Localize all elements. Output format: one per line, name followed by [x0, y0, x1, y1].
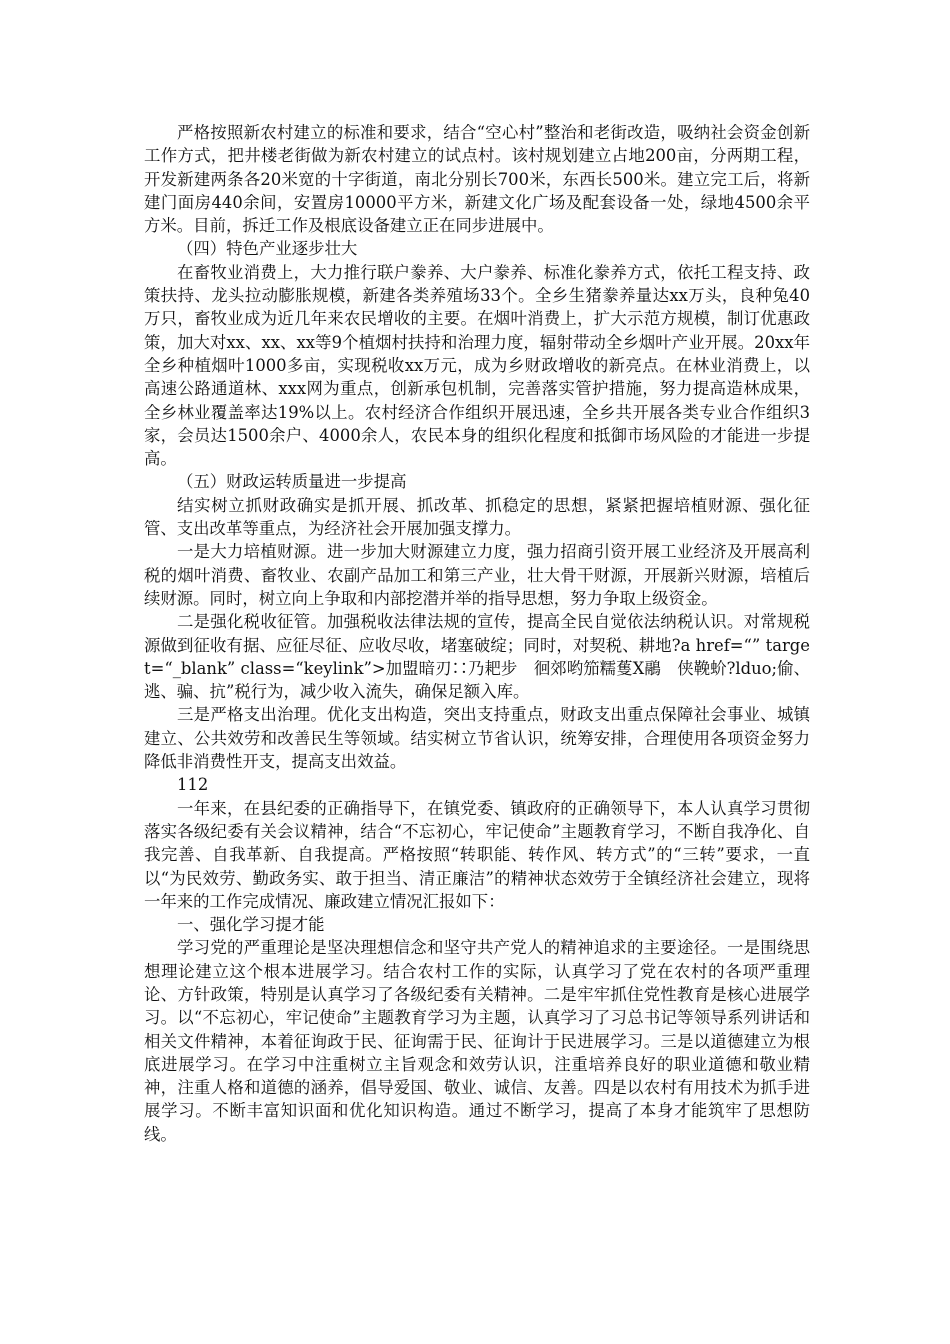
paragraph-finance-intro: 结实树立抓财政确实是抓开展、抓改革、抓稳定的思想，紧紧把握培植财源、强化征管、支出改革等重点，为经济社会开展加强支撑力。	[144, 495, 810, 539]
section-heading-industry: （四）特色产业逐步壮大	[177, 239, 358, 259]
paragraph-annual-summary: 一年来，在县纪委的正确指导下，在镇党委、镇政府的正确领导下，本人认真学习贯彻落实各级纪委有关会议精神，结合“不忘初心，牢记使命”主题教育学习，不断自我净化、自我完善、自我革新、自我提高。严格按照“转职能、转作风、转方式”的“三转”要求，一直以“为民效劳、勤政务实、敢于担当、清正廉洁”的精神状态效劳于全镇经济社会建立，现将一年来的工作完成情况、廉政建立情况汇报如下：	[144, 798, 810, 911]
section-number: 112	[177, 775, 209, 795]
document-page	[144, 121, 810, 1146]
paragraph-village-construction: 严格按照新农村建立的标准和要求，结合“空心村”整治和老街改造，吸纳社会资金创新工作方式，把井楼老街做为新农村建立的试点村。该村规划建立占地200亩，分两期工程，开发新建两条各20米宽的十字街道，南北分别长700米，东西长500米。建立完工后，将新建门面房440余间，安置房10000平方米，新建文化广场及配套设备一处，绿地4500余平方米。目前，拆迁工作及根底设备建立正在同步进展中。	[144, 123, 810, 236]
paragraph-study: 学习党的严重理论是坚决理想信念和坚守共产党人的精神追求的主要途径。一是围绕思想理论建立这个根本进展学习。结合农村工作的实际，认真学习了党在农村的各项严重理论、方针政策，特别是认真学习了各级纪委有关精神。二是牢牢抓住党性教育是核心进展学习。以“不忘初心，牢记使命”主题教育学习为主题，认真学习了习总书记等领导系列讲话和相关文件精神，本着征询政于民、征询需于民、征询计于民进展学习。三是以道德建立为根底进展学习。在学习中注重树立主旨观念和效劳认识，注重培养良好的职业道德和敬业精神，注重人格和道德的涵养，倡导爱国、敬业、诚信、友善。四是以农村有用技术为抓手进展学习。不断丰富知识面和优化知识构造。通过不断学习，提高了本身才能筑牢了思想防线。	[144, 938, 810, 1144]
paragraph-industry: 在畜牧业消费上，大力推行联户豢养、大户豢养、标准化豢养方式，依托工程支持、政策扶持、龙头拉动膨胀规模，新建各类养殖场33个。全乡生猪豢养量达xx万头，良种兔40万只，畜牧业成为近几年来农民增收的主要。在烟叶消费上，扩大示范方规模，制订优惠政策，加大对xx、xx、xx等9个植烟村扶持和治理力度，辐射带动全乡烟叶产业开展。20xx年全乡种植烟叶1000多亩，实现税收xx万元，成为乡财政增收的新亮点。在林业消费上，以高速公路通道林、xxx网为重点，创新承包机制，完善落实管护措施，努力提高造林成果，全乡林业覆盖率达19%以上。农村经济合作组织开展迅速，全乡共开展各类专业合作组织3家，会员达1500余户、4000余人，农民本身的组织化程度和抵御市场风险的才能进一步提高。	[144, 262, 810, 469]
section-heading-finance: （五）财政运转质量进一步提高	[177, 472, 407, 492]
paragraph-tax-collection: 二是强化税收征管。加强税收法律法规的宣传，提高全民自觉依法纳税认识。对常规税源做到征收有据、应征尽征、应收尽收，堵塞破绽；同时，对契税、耕地?a href=“” target=“_blank” class=“keylink”>加盟暗刃∷乃耙步 徊郊哟笳糯蒦X鷊 侠鞔蚧?lduo;偷、逃、骗、抗”税行为，减少收入流失，确保足额入库。	[144, 612, 810, 702]
section-heading-study: 一、强化学习提才能	[177, 915, 325, 935]
paragraph-finance-source: 一是大力培植财源。进一步加大财源建立力度，强力招商引资开展工业经济及开展高利税的烟叶消费、畜牧业、农副产品加工和第三产业，壮大骨干财源，开展新兴财源，培植后续财源。同时，树立向上争取和内部挖潜并举的指导思想，努力争取上级资金。	[144, 542, 810, 608]
paragraph-expense-management: 三是严格支出治理。优化支出构造，突出支持重点，财政支出重点保障社会事业、城镇建立、公共效劳和改善民生等领域。结实树立节省认识，统筹安排，合理使用各项资金努力降低非消费性开支，提高支出效益。	[144, 705, 810, 772]
